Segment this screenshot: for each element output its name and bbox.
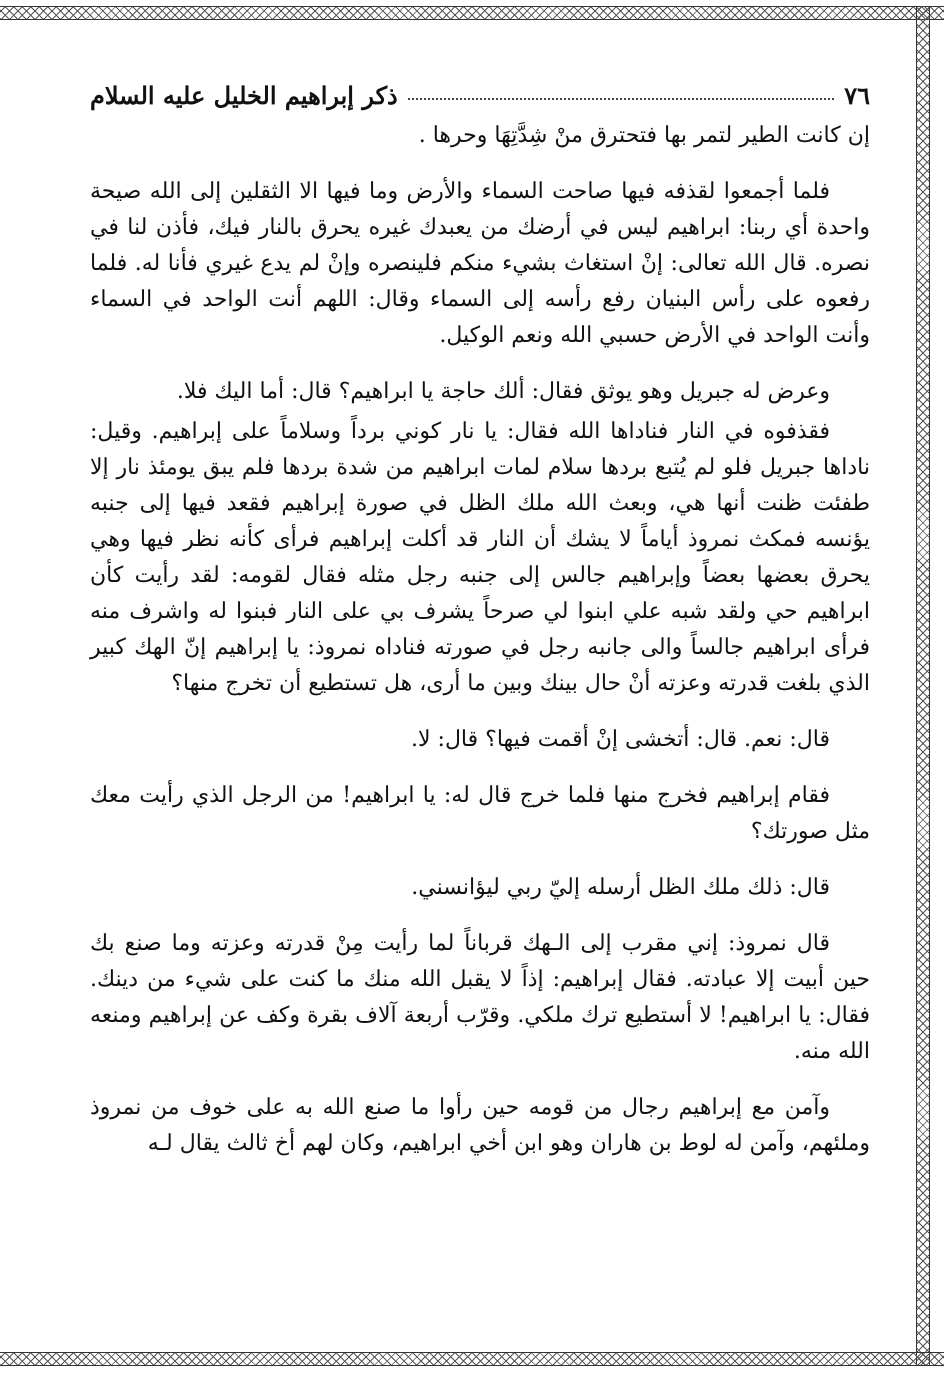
paragraph: فلما أجمعوا لقذفه فيها صاحت السماء والأرض وما فيها الا الثقلين إلى الله صيحة واحدة أي ربنا: ابراهيم ليس في أرضك من يعبدك غيره يحرق بالنار فيك، فأذن لنا في نصره. قال الله تعالى: إنْ استغاث بشيء منكم فلينصره وإنْ لم يدع غيري فأنا له. فلما رفعوه على رأس البنيان رفع رأسه إلى السماء وقال: اللهم أنت الواحد في السماء وأنت الواحد في الأرض حسبي الله ونعم الوكيل. [90, 179, 870, 348]
paragraph: وآمن مع إبراهيم رجال من قومه حين رأوا ما صنع الله به على خوف من نمروذ وملئهم، وآمن له لوط بن هاران وهو ابن أخي ابراهيم، وكان لهم أخ ثالث يقال لـه [90, 1095, 870, 1156]
paragraph: وعرض له جبريل وهو يوثق فقال: ألك حاجة يا ابراهيم؟ قال: أما اليك فلا. [176, 379, 830, 404]
header-dotted-leader [408, 98, 835, 100]
top-ornamental-border [0, 6, 944, 20]
page-number: ٧٦ [844, 81, 870, 110]
paragraph: فقام إبراهيم فخرج منها فلما خرج قال له: يا ابراهيم! من الرجل الذي رأيت معك مثل صورتك؟ [90, 783, 870, 844]
chapter-title: ذكر إبراهيم الخليل عليه السلام [90, 81, 398, 110]
paragraph: قال: نعم. قال: أتخشى إنْ أقمت فيها؟ قال: لا. [411, 727, 830, 752]
right-ornamental-border [916, 6, 930, 1366]
paragraph: قال نمروذ: إني مقرب إلى الـهك قرباناً لما رأيت مِنْ قدرته وعزته وما صنع بك حين أبيت إلا عبادته. فقال إبراهيم: إذاً لا يقبل الله منك ما كنت على شيء من دينك. فقال: يا ابراهيم! لا أستطيع ترك ملكي. وقرّب أربعة آلاف بقرة وكف عن إبراهيم ومنعه الله منه. [90, 931, 870, 1064]
paragraph: قال: ذلك ملك الظل أرسله إليّ ربي ليؤانسني. [411, 875, 830, 900]
running-header [90, 60, 870, 110]
bottom-ornamental-border [0, 1352, 944, 1366]
paragraph: فقذفوه في النار فناداها الله فقال: يا نار كوني برداً وسلاماً على إبراهيم. وقيل: ناداها جبريل فلو لم يُتبع بردها سلام لمات ابراهيم من شدة بردها فلم يبق يومئذ نار إلا طفئت ظنت أنها هي، وبعث الله ملك الظل في صورة إبراهيم فقعد فيها إلى جنبه يؤنسه فمكث نمروذ أياماً لا يشك أن النار قد أكلت إبراهيم فرأى كأنه نظر فيها وهي يحرق بعضها بعضاً وإبراهيم جالس إلى جنبه رجل مثله فقال لقومه: لقد رأيت كأن ابراهيم حي ولقد شبه علي ابنوا لي صرحاً يشرف بي على النار فبنوا له واشرف منه فرأى ابراهيم جالساً والى جانبه رجل في صورته فناداه نمروذ: يا إبراهيم إنّ الهك كبير الذي بلغت قدرته وعزته أنْ حال بينك وبين ما أرى، هل تستطيع أن تخرج منها؟ [90, 419, 870, 696]
paragraph: إن كانت الطير لتمر بها فتحترق منْ شِدَّتِهَا وحرها . [418, 123, 870, 148]
page-body [90, 60, 870, 1162]
